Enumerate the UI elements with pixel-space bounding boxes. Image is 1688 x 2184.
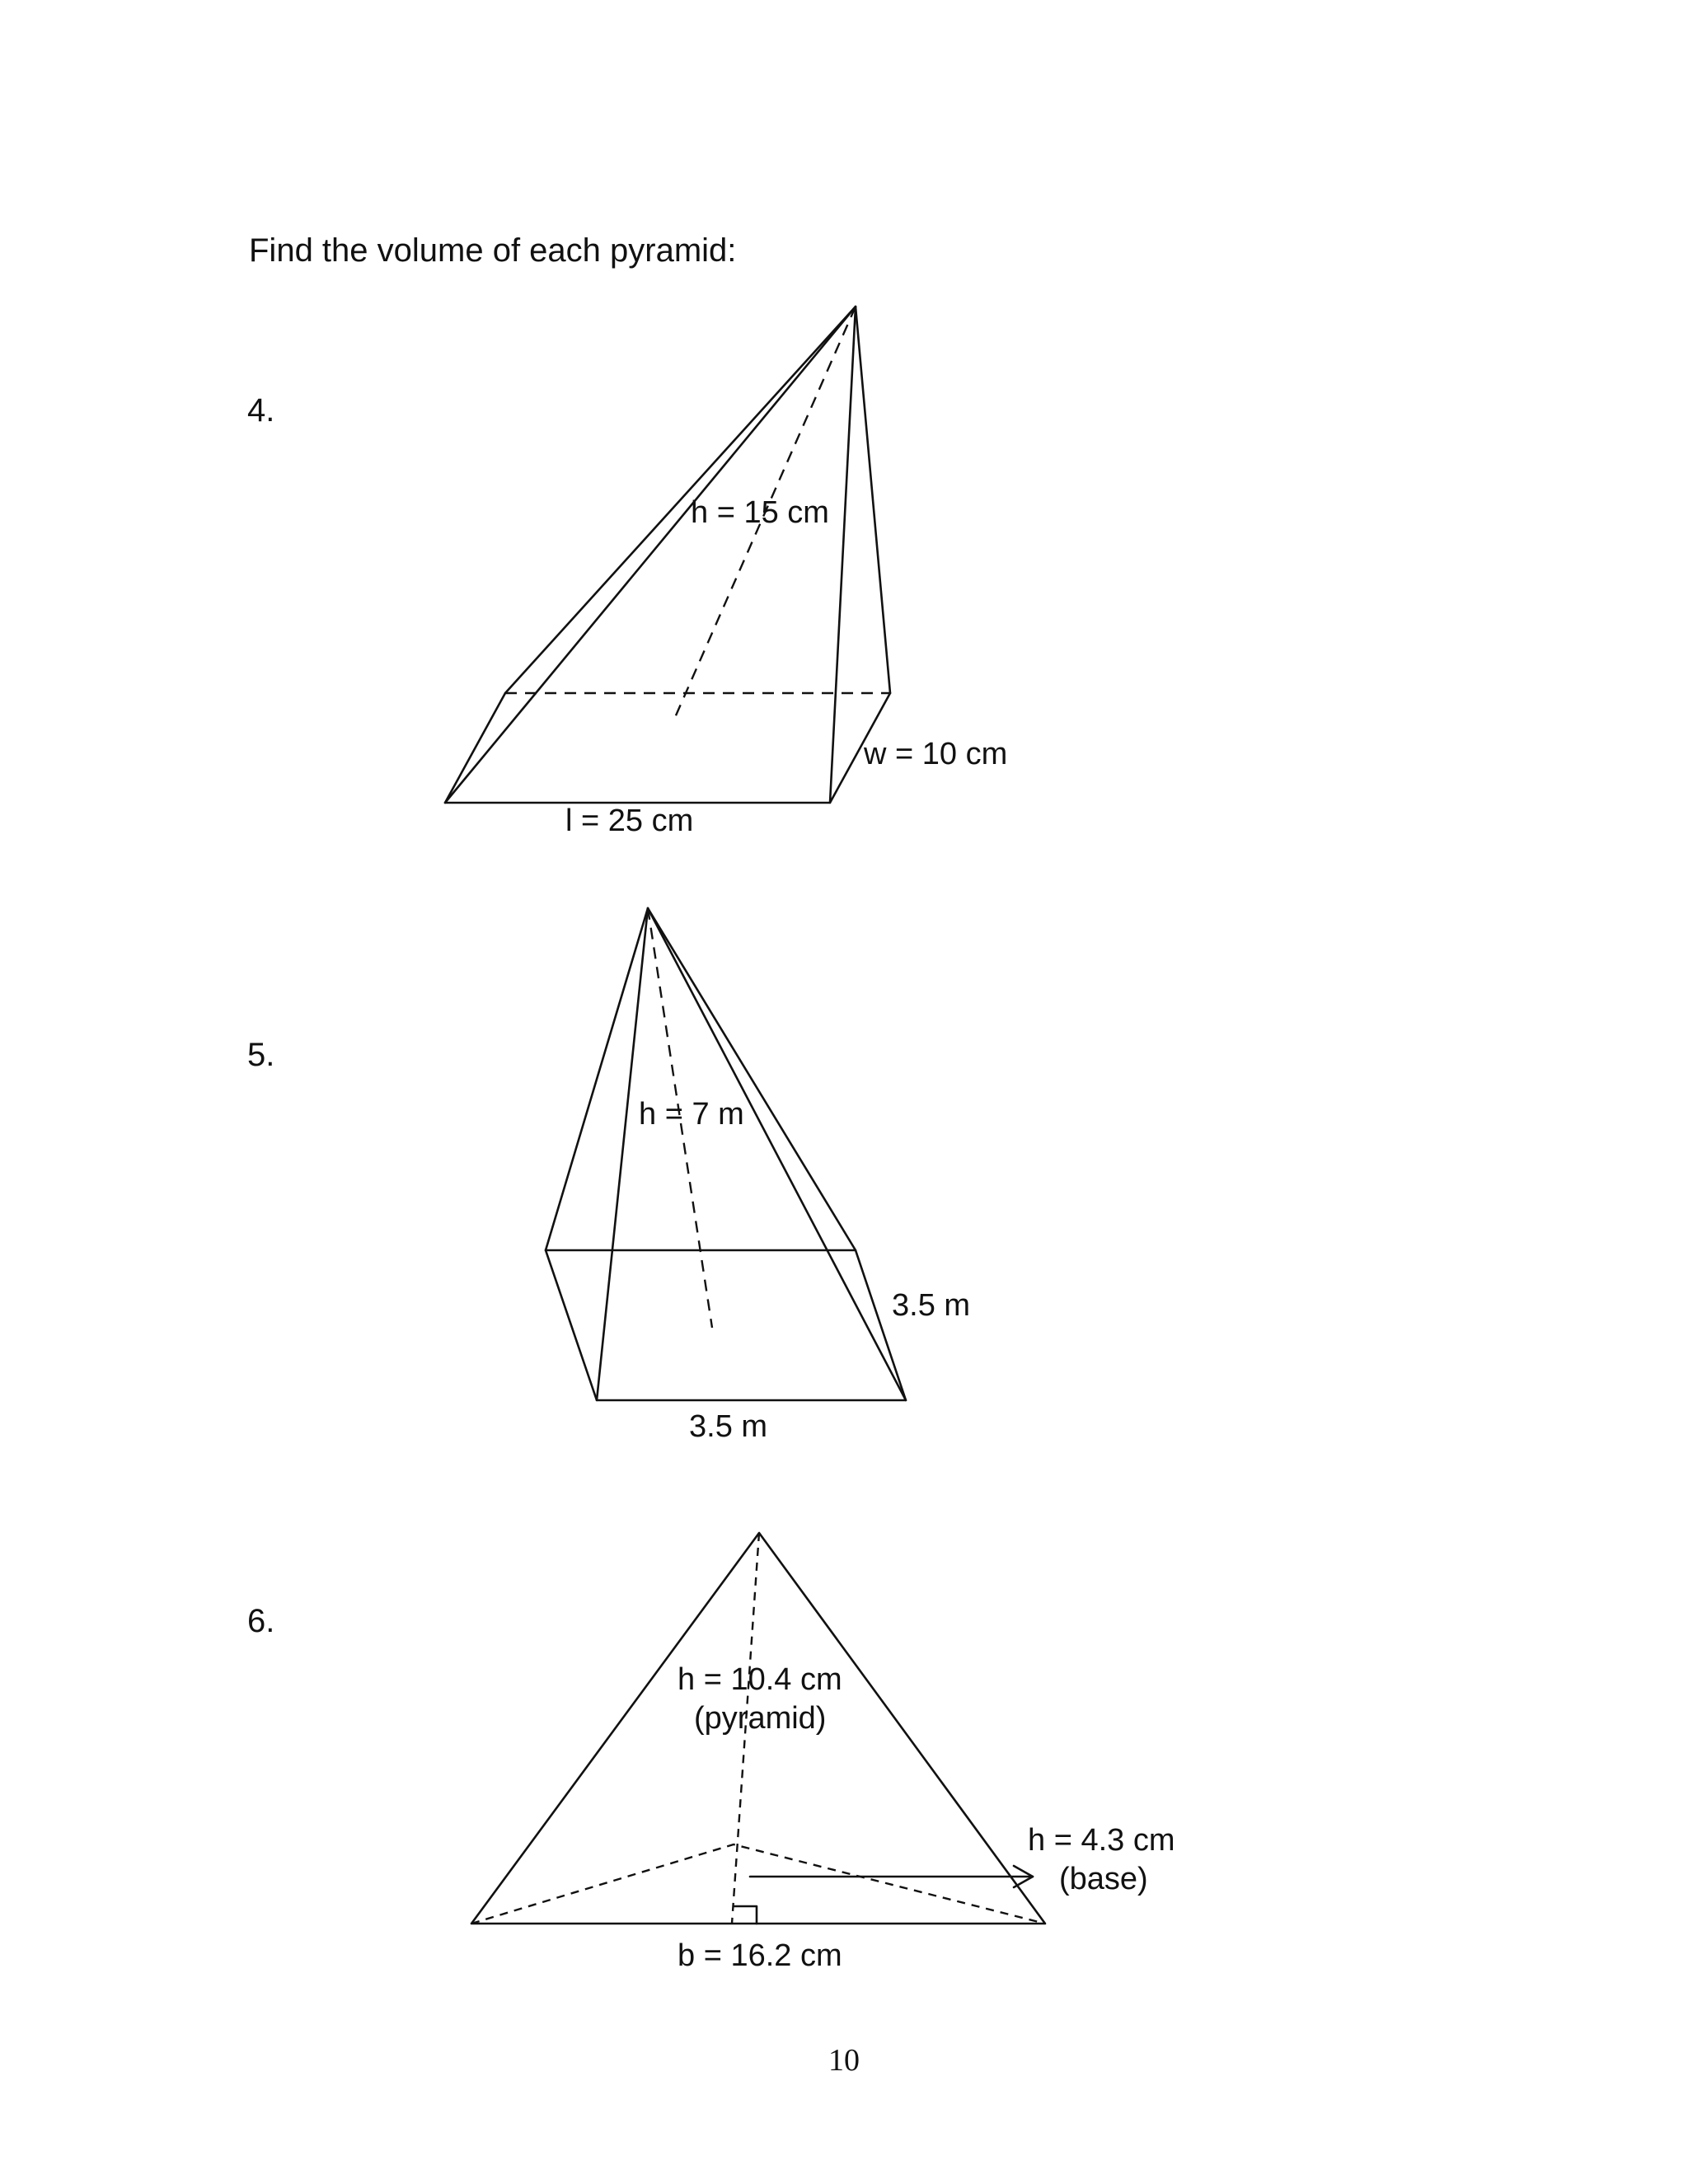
- pyramid-4-edge-back-right: [856, 307, 890, 693]
- page-title: Find the volume of each pyramid:: [249, 232, 737, 269]
- pyramid-figure-5: [546, 908, 970, 1444]
- pyramid-5-edge-back-left: [546, 908, 648, 1250]
- pyramid-4-edge-front-left: [445, 307, 856, 803]
- pyramid-6-base-hidden-edges: [471, 1844, 1045, 1924]
- pyramid-6-right-angle-marker: [734, 1906, 757, 1924]
- pyramid-5-edge-front-right: [648, 908, 906, 1400]
- pyramid-5-edge-back-right: [648, 908, 856, 1250]
- pyramid-figure-4: [445, 307, 1007, 838]
- page-number: 10: [828, 2043, 860, 2078]
- problem-number-6: 6.: [247, 1603, 275, 1639]
- pyramid-5-edge-front-left: [597, 908, 648, 1400]
- pyramid-5-base-label: 3.5 m: [689, 1409, 768, 1444]
- problem-number-5: 5.: [247, 1037, 275, 1073]
- pyramid-4-width-label: w = 10 cm: [864, 737, 1008, 771]
- pyramid-4-height-label: h = 15 cm: [691, 495, 829, 530]
- pyramid-6-base-height-label: h = 4.3 cm: [1028, 1823, 1175, 1858]
- pyramid-figure-6: [471, 1533, 1175, 1973]
- pyramid-5-height-label: h = 7 m: [639, 1097, 744, 1132]
- pyramid-4-length-label: l = 25 cm: [565, 804, 694, 838]
- pyramid-4-edge-front-right: [830, 307, 856, 803]
- pyramid-6-height-label: h = 10.4 cm: [678, 1662, 842, 1697]
- pyramid-5-side-label: 3.5 m: [892, 1288, 971, 1323]
- pyramid-4-base-visible-edges: [445, 693, 890, 803]
- problem-number-4: 4.: [247, 392, 275, 429]
- pyramid-6-base-label: b = 16.2 cm: [678, 1938, 842, 1973]
- pyramid-6-height-note: (pyramid): [694, 1701, 827, 1736]
- pyramid-6-base-height-note: (base): [1059, 1862, 1148, 1896]
